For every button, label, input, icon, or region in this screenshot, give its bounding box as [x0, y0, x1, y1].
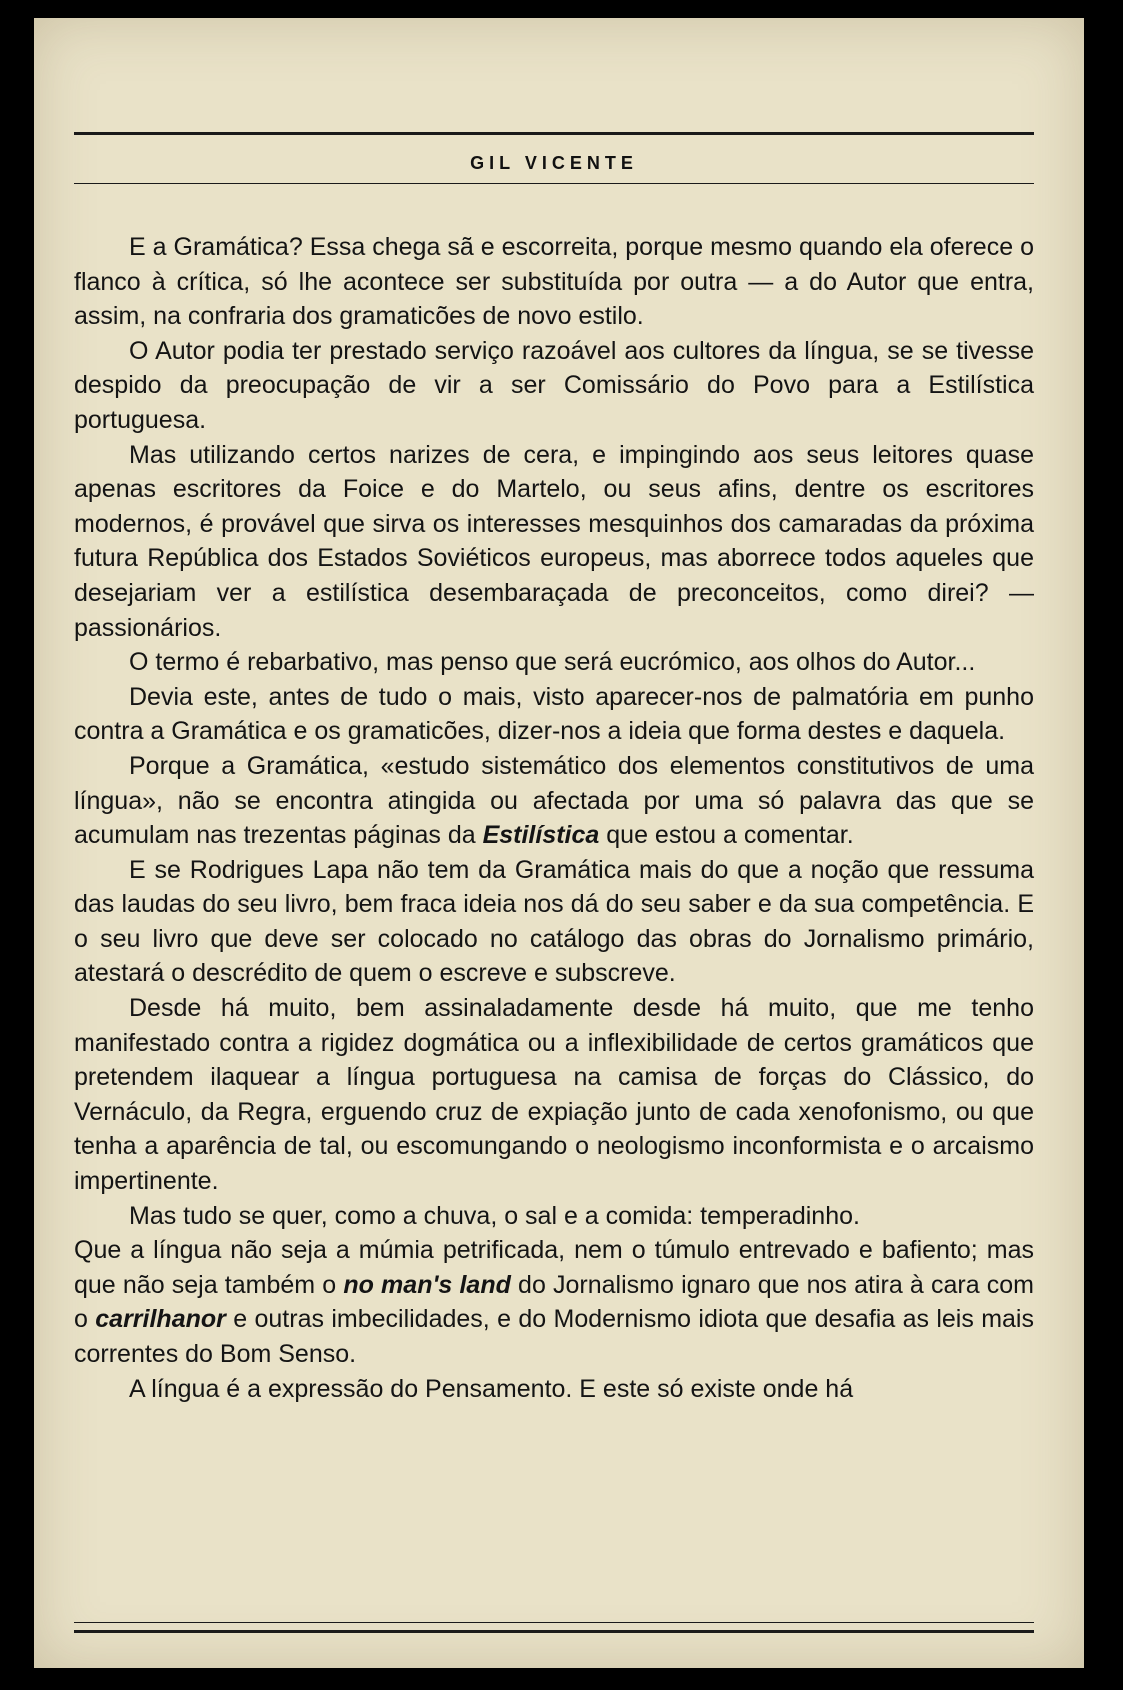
text-run: Porque a Gramática, «estudo sistemático dos elementos constitutivos de uma língua», não se encontra atingida ou afectada por uma só palavra das que se acumulam nas trezentas páginas da [74, 751, 1034, 850]
paragraph: E a Gramática? Essa chega sã e escorreita, porque mesmo quando ela oferece o flanco à crítica, só lhe acontece ser substituída por outra — a do Autor que entra, assim, na confraria dos gramaticões de novo estilo. [74, 233, 1034, 331]
header-top-rule [74, 132, 1034, 135]
article-body [74, 230, 1034, 1406]
italic-term: no man's land [343, 1270, 511, 1299]
book-title: Estilística [482, 821, 600, 850]
text-run: Que a língua não seja a múmia petrificada, nem o túmulo entrevado e bafiento; mas que não seja também o [74, 1236, 1034, 1299]
text-run: do Jornalismo ignaro que nos atira à cara com o [74, 1270, 1034, 1334]
header-bottom-rule [74, 183, 1034, 184]
italic-term: carrilhanor [95, 1305, 226, 1334]
paragraph: Desde há muito, bem assinaladamente desde há muito, que me tenho manifestado contra a rigidez dogmática ou a inflexibilidade de certos gramáticos que pretendem ilaquear a língua portuguesa na camisa de forças do Clássico, do Vernáculo, da Regra, erguendo cruz de expiação junto de cada xenofonismo, ou que tenha a aparência de tal, ou escomungando o neologismo inconformista e o arcaismo impertinente. [74, 994, 1034, 1196]
paragraph: O Autor podia ter prestado serviço razoável aos cultores da língua, se se tivesse despido da preocupação de vir a ser Comissário do Povo para a Estilística portuguesa. [74, 336, 1034, 434]
page-header: GIL VICENTE [470, 153, 638, 173]
paragraph: O termo é rebarbativo, mas penso que será eucrómico, aos olhos do Autor... [129, 648, 976, 677]
paragraph: Mas tudo se quer, como a chuva, o sal e a comida: temperadinho. [129, 1201, 860, 1230]
footer-rule [74, 1622, 1034, 1623]
paragraph: A língua é a expressão do Pensamento. E este só existe onde há [129, 1374, 854, 1403]
paragraph: Mas utilizando certos narizes de cera, e impingindo aos seus leitores quase apenas escritores da Foice e do Martelo, ou seus afins, dentre os escritores modernos, é provável que sirva os interesses mesquinhos dos camaradas da próxima futura República dos Estados Soviéticos europeus, mas aborrece todos aqueles que desejariam ver a estilística desembaraçada de preconceitos, como direi? — passionários. [74, 440, 1034, 642]
paragraph [74, 749, 1034, 853]
text-run: que estou a comentar. [599, 821, 854, 850]
paragraph: E se Rodrigues Lapa não tem da Gramática mais do que a noção que ressuma das laudas do seu livro, bem fraca ideia nos dá do seu saber e da sua competência. E o seu livro que deve ser colocado no catálogo das obras do Jornalismo primário, atestará o descrédito de quem o escreve e subscreve. [74, 855, 1034, 988]
newspaper-clipping [34, 18, 1084, 1668]
paragraph [74, 1233, 1034, 1371]
paragraph: Devia este, antes de tudo o mais, visto aparecer-nos de palmatória em punho contra a Gramática e os gramaticões, dizer-nos a ideia que forma destes e daquela. [74, 682, 1034, 746]
footer-rule-thick [74, 1630, 1034, 1633]
text-run: e outras imbecilidades, e do Modernismo idiota que desafia as leis mais correntes do Bom Senso. [74, 1305, 1034, 1368]
